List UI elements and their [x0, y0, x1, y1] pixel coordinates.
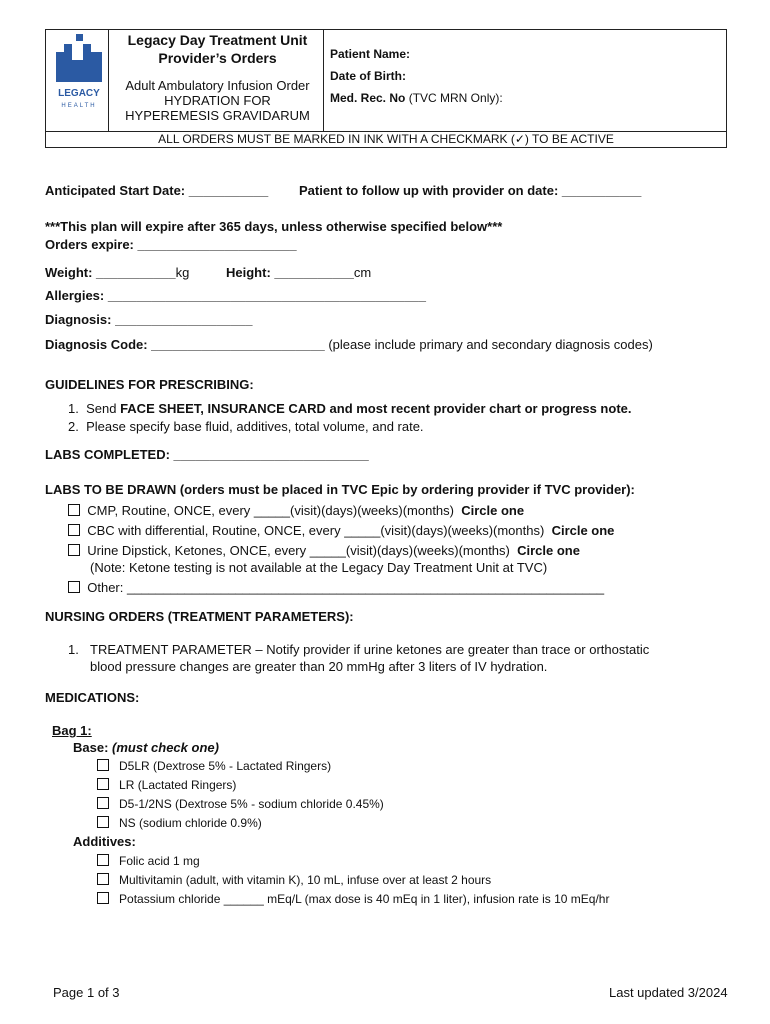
- additive-checkbox[interactable]: [97, 873, 109, 885]
- height-label: Height: ___________: [226, 265, 354, 280]
- diagnosis-code-note: (please include primary and secondary diagnosis codes): [324, 337, 653, 352]
- expire-note: ***This plan will expire after 365 days, unless otherwise specified below***: [45, 219, 503, 234]
- guideline-1: [68, 401, 632, 416]
- mrn-field: [330, 91, 503, 105]
- circle-one-label: Circle one: [461, 503, 525, 518]
- last-updated: Last updated 3/2024: [609, 985, 728, 1000]
- guideline-1-bold: FACE SHEET, INSURANCE CARD and most recent provider chart or progress note.: [120, 401, 632, 416]
- order-type: Adult Ambulatory Infusion Order: [125, 78, 310, 93]
- medications-heading: MEDICATIONS:: [45, 690, 140, 705]
- weight-unit: kg: [175, 265, 190, 280]
- additive-option: [97, 892, 609, 906]
- additive-option: [97, 873, 491, 887]
- additives-heading: Additives:: [73, 834, 136, 849]
- patient-name-label: Patient Name:: [330, 47, 411, 61]
- ketone-note: (Note: Ketone testing is not available at the Legacy Day Treatment Unit at TVC): [90, 560, 548, 575]
- circle-one-label: Circle one: [551, 523, 615, 538]
- start-date-field[interactable]: Anticipated Start Date: ___________: [45, 183, 269, 198]
- base-checkbox[interactable]: [97, 759, 109, 771]
- dob-label: Date of Birth:: [330, 69, 406, 83]
- divider: [323, 30, 324, 131]
- guideline-2-text: Please specify base fluid, additives, total volume, and rate.: [86, 419, 424, 434]
- additive-option: [97, 854, 200, 868]
- allergies-field[interactable]: Allergies: ____________________________________________: [45, 288, 426, 303]
- base-checkbox[interactable]: [97, 778, 109, 790]
- base-option: [97, 759, 331, 773]
- page-number: Page 1 of 3: [53, 985, 120, 1000]
- nursing-heading: NURSING ORDERS (TREATMENT PARAMETERS):: [45, 609, 354, 624]
- additive-label: Potassium chloride ______ mEq/L (max dose is 40 mEq in 1 liter), infusion rate is 10 mEq/hr: [119, 892, 610, 906]
- base-label: Base:: [73, 740, 113, 755]
- legacy-health-logo: [52, 34, 106, 128]
- orders-title: Provider’s Orders: [158, 50, 277, 66]
- base-option-label: D5-1/2NS (Dextrose 5% - sodium chloride 0.45%): [119, 797, 384, 811]
- base-option: [97, 816, 262, 830]
- divider: [108, 30, 109, 131]
- base-option: [97, 778, 236, 792]
- lab-other-field[interactable]: Other: __________________________________________________________________: [87, 580, 605, 595]
- base-option-label: NS (sodium chloride 0.9%): [119, 816, 262, 830]
- bag-label: Bag 1:: [52, 723, 92, 738]
- base-option: [97, 797, 384, 811]
- lab-cbc-checkbox[interactable]: [68, 524, 80, 536]
- lab-cmp-checkbox[interactable]: [68, 504, 80, 516]
- lab-urine-item: [68, 543, 580, 558]
- base-heading: [73, 740, 219, 755]
- guideline-2: [68, 419, 424, 434]
- logo-word-health: HEALTH: [61, 103, 97, 109]
- base-note: (must check one): [112, 740, 219, 755]
- lab-other-item: [68, 580, 604, 595]
- lab-urine-label: Urine Dipstick, Ketones, ONCE, every _____(visit)(days)(weeks)(months): [87, 543, 510, 558]
- checkmark-banner: ALL ORDERS MUST BE MARKED IN INK WITH A CHECKMARK (✓) TO BE ACTIVE: [158, 132, 614, 146]
- additive-checkbox[interactable]: [97, 892, 109, 904]
- circle-one-label: Circle one: [517, 543, 580, 558]
- lab-urine-checkbox[interactable]: [68, 544, 80, 556]
- guideline-number: 2.: [68, 419, 79, 434]
- weight-label: Weight: ___________: [45, 265, 176, 280]
- mrn-note: (TVC MRN Only):: [405, 91, 503, 105]
- guidelines-heading: GUIDELINES FOR PRESCRIBING:: [45, 377, 254, 392]
- orders-expire-field[interactable]: Orders expire: ______________________: [45, 237, 297, 252]
- lab-cmp-label: CMP, Routine, ONCE, every _____(visit)(days)(weeks)(months): [87, 503, 454, 518]
- lab-cbc-item: [68, 523, 614, 538]
- diagnosis-code-field[interactable]: [45, 337, 653, 352]
- base-option-label: D5LR (Dextrose 5% - Lactated Ringers): [119, 759, 332, 773]
- base-checkbox[interactable]: [97, 797, 109, 809]
- additive-checkbox[interactable]: [97, 854, 109, 866]
- diagnosis-code-label: Diagnosis Code: ________________________: [45, 337, 325, 352]
- additive-label: Folic acid 1 mg: [119, 854, 200, 868]
- header-box: [45, 29, 727, 148]
- lab-other-checkbox[interactable]: [68, 581, 80, 593]
- height-field[interactable]: [226, 265, 371, 280]
- order-subject-line2: HYPEREMESIS GRAVIDARUM: [125, 108, 310, 123]
- nursing-line-2: blood pressure changes are greater than 20 mmHg after 3 liters of IV hydration.: [90, 659, 548, 674]
- guideline-number: 1.: [68, 401, 79, 416]
- mrn-label: Med. Rec. No: [330, 91, 406, 105]
- lab-cbc-label: CBC with differential, Routine, ONCE, every _____(visit)(days)(weeks)(months): [87, 523, 545, 538]
- form-title-block: [114, 30, 321, 123]
- additive-label: Multivitamin (adult, with vitamin K), 10 mL, infuse over at least 2 hours: [119, 873, 492, 887]
- base-option-label: LR (Lactated Ringers): [119, 778, 237, 792]
- diagnosis-field[interactable]: Diagnosis: ___________________: [45, 312, 253, 327]
- nursing-line-1: TREATMENT PARAMETER – Notify provider if urine ketones are greater than trace or orthostatic: [90, 642, 650, 657]
- unit-title: Legacy Day Treatment Unit: [127, 32, 308, 48]
- weight-field[interactable]: [45, 265, 189, 280]
- labs-drawn-heading: LABS TO BE DRAWN (orders must be placed in TVC Epic by ordering provider if TVC provider):: [45, 482, 635, 497]
- follow-up-field[interactable]: Patient to follow up with provider on date: ___________: [299, 183, 642, 198]
- labs-completed-field[interactable]: LABS COMPLETED: ___________________________: [45, 447, 369, 462]
- guideline-1-text: Send: [86, 401, 121, 416]
- height-unit: cm: [353, 265, 372, 280]
- order-subject-line1: HYDRATION FOR: [164, 93, 271, 108]
- nursing-number: 1.: [68, 642, 79, 657]
- lab-cmp-item: [68, 503, 524, 518]
- base-checkbox[interactable]: [97, 816, 109, 828]
- logo-word-legacy: LEGACY: [58, 88, 100, 99]
